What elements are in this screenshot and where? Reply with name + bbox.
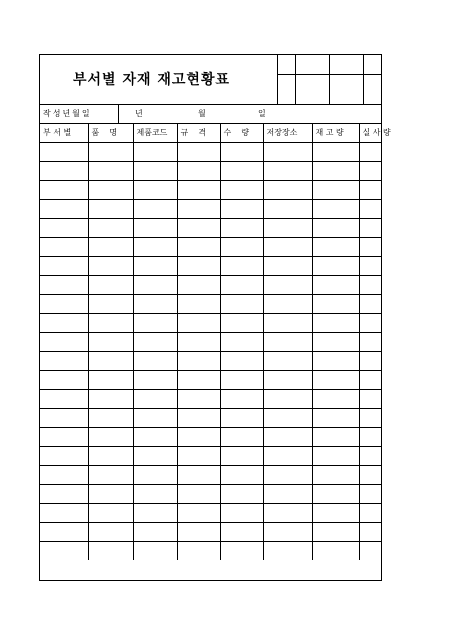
table-cell[interactable] bbox=[263, 408, 312, 427]
table-row bbox=[40, 294, 381, 313]
table-cell[interactable] bbox=[177, 389, 220, 408]
header-row bbox=[40, 124, 381, 142]
table-cell[interactable] bbox=[40, 427, 88, 446]
table-cell[interactable] bbox=[177, 427, 220, 446]
table-cell[interactable] bbox=[359, 427, 381, 446]
table-cell[interactable] bbox=[133, 446, 177, 465]
header-spec: 규 격 bbox=[177, 124, 220, 142]
table-cell[interactable] bbox=[220, 351, 263, 370]
approval-cell[interactable] bbox=[364, 75, 381, 105]
table-cell[interactable] bbox=[312, 465, 359, 484]
approval-cell[interactable] bbox=[278, 75, 295, 105]
table-cell[interactable] bbox=[88, 275, 133, 294]
table-row bbox=[40, 503, 381, 522]
table-cell[interactable] bbox=[40, 484, 88, 503]
table-cell[interactable] bbox=[220, 370, 263, 389]
table-cell[interactable] bbox=[263, 199, 312, 218]
table-cell[interactable] bbox=[359, 332, 381, 351]
table-cell[interactable] bbox=[40, 446, 88, 465]
header-product-code: 제품코드 bbox=[133, 124, 177, 142]
table-cell[interactable] bbox=[263, 503, 312, 522]
table-cell[interactable] bbox=[133, 237, 177, 256]
table-cell[interactable] bbox=[312, 503, 359, 522]
table-cell[interactable] bbox=[312, 180, 359, 199]
table-row bbox=[40, 313, 381, 332]
table-cell[interactable] bbox=[40, 142, 88, 161]
table-row bbox=[40, 427, 381, 446]
table-cell[interactable] bbox=[359, 446, 381, 465]
header-actual-quantity: 실 사 량 bbox=[359, 124, 381, 142]
table-cell[interactable] bbox=[133, 370, 177, 389]
table-cell[interactable] bbox=[88, 237, 133, 256]
table-cell[interactable] bbox=[263, 332, 312, 351]
table-cell[interactable] bbox=[263, 313, 312, 332]
table-row bbox=[40, 389, 381, 408]
table-cell[interactable] bbox=[177, 370, 220, 389]
table-cell[interactable] bbox=[359, 275, 381, 294]
table-cell[interactable] bbox=[220, 389, 263, 408]
table-row bbox=[40, 541, 381, 560]
table-cell[interactable] bbox=[263, 484, 312, 503]
approval-cell[interactable] bbox=[278, 55, 295, 75]
table-cell[interactable] bbox=[359, 237, 381, 256]
table-cell[interactable] bbox=[177, 199, 220, 218]
table-cell[interactable] bbox=[220, 408, 263, 427]
table-cell[interactable] bbox=[177, 446, 220, 465]
table-cell[interactable] bbox=[359, 484, 381, 503]
table-cell[interactable] bbox=[263, 465, 312, 484]
table-cell[interactable] bbox=[133, 142, 177, 161]
table-cell[interactable] bbox=[312, 218, 359, 237]
table-cell[interactable] bbox=[177, 294, 220, 313]
table-cell[interactable] bbox=[88, 522, 133, 541]
table-cell[interactable] bbox=[133, 389, 177, 408]
table-cell[interactable] bbox=[263, 446, 312, 465]
table-cell[interactable] bbox=[359, 161, 381, 180]
table-cell[interactable] bbox=[359, 199, 381, 218]
table-row bbox=[40, 142, 381, 161]
table-cell[interactable] bbox=[88, 370, 133, 389]
table-cell[interactable] bbox=[312, 370, 359, 389]
table-cell[interactable] bbox=[220, 427, 263, 446]
table-cell[interactable] bbox=[133, 313, 177, 332]
table-cell[interactable] bbox=[133, 180, 177, 199]
table-row bbox=[40, 237, 381, 256]
table-cell[interactable] bbox=[263, 142, 312, 161]
table-cell[interactable] bbox=[88, 332, 133, 351]
table-cell[interactable] bbox=[312, 237, 359, 256]
inventory-table bbox=[40, 124, 391, 560]
table-cell[interactable] bbox=[88, 465, 133, 484]
table-cell[interactable] bbox=[88, 408, 133, 427]
table-cell[interactable] bbox=[88, 427, 133, 446]
table-cell[interactable] bbox=[359, 503, 381, 522]
table-cell[interactable] bbox=[40, 313, 88, 332]
table-cell[interactable] bbox=[359, 389, 381, 408]
table-cell[interactable] bbox=[312, 294, 359, 313]
table-row bbox=[40, 465, 381, 484]
table-cell[interactable] bbox=[263, 256, 312, 275]
table-cell[interactable] bbox=[359, 256, 381, 275]
table-cell[interactable] bbox=[133, 161, 177, 180]
table-cell[interactable] bbox=[263, 237, 312, 256]
table-cell[interactable] bbox=[359, 294, 381, 313]
table-cell[interactable] bbox=[133, 465, 177, 484]
table-cell[interactable] bbox=[40, 351, 88, 370]
approval-cell[interactable] bbox=[295, 75, 329, 105]
approval-cell[interactable] bbox=[364, 55, 381, 75]
table-cell[interactable] bbox=[220, 180, 263, 199]
table-cell[interactable] bbox=[220, 275, 263, 294]
table-cell[interactable] bbox=[177, 351, 220, 370]
table-cell[interactable] bbox=[177, 484, 220, 503]
table-cell[interactable] bbox=[177, 161, 220, 180]
table-cell[interactable] bbox=[220, 256, 263, 275]
approval-cell[interactable] bbox=[329, 55, 363, 75]
table-cell[interactable] bbox=[312, 484, 359, 503]
table-cell[interactable] bbox=[177, 332, 220, 351]
table-cell[interactable] bbox=[312, 275, 359, 294]
table-cell[interactable] bbox=[263, 427, 312, 446]
table-cell[interactable] bbox=[88, 389, 133, 408]
table-cell[interactable] bbox=[177, 313, 220, 332]
table-cell[interactable] bbox=[88, 161, 133, 180]
table-cell[interactable] bbox=[88, 218, 133, 237]
table-cell[interactable] bbox=[312, 199, 359, 218]
table-cell[interactable] bbox=[220, 522, 263, 541]
table-cell[interactable] bbox=[263, 389, 312, 408]
table-cell[interactable] bbox=[133, 351, 177, 370]
header-quantity: 수 량 bbox=[220, 124, 263, 142]
table-cell[interactable] bbox=[88, 256, 133, 275]
table-cell[interactable] bbox=[177, 142, 220, 161]
table-cell[interactable] bbox=[220, 541, 263, 560]
table-cell[interactable] bbox=[40, 294, 88, 313]
table-cell[interactable] bbox=[263, 351, 312, 370]
document-title: 부서별 자재 재고현황표 bbox=[73, 71, 230, 88]
table-row bbox=[40, 522, 381, 541]
date-label: 작성년월일 bbox=[40, 105, 119, 123]
table-cell[interactable] bbox=[177, 256, 220, 275]
year-label: 년 bbox=[135, 109, 143, 118]
header-stock-quantity: 재 고 량 bbox=[312, 124, 359, 142]
table-row bbox=[40, 332, 381, 351]
table-cell[interactable] bbox=[263, 541, 312, 560]
table-cell[interactable] bbox=[177, 180, 220, 199]
table-row bbox=[40, 446, 381, 465]
table-cell[interactable] bbox=[263, 161, 312, 180]
table-cell[interactable] bbox=[40, 332, 88, 351]
table-cell[interactable] bbox=[312, 351, 359, 370]
table-cell[interactable] bbox=[220, 503, 263, 522]
table-cell[interactable] bbox=[312, 256, 359, 275]
table-cell[interactable] bbox=[88, 351, 133, 370]
table-cell[interactable] bbox=[88, 142, 133, 161]
table-row bbox=[40, 256, 381, 275]
table-cell[interactable] bbox=[220, 161, 263, 180]
table-cell[interactable] bbox=[133, 332, 177, 351]
table-cell[interactable] bbox=[177, 237, 220, 256]
approval-cell[interactable] bbox=[295, 55, 329, 75]
inventory-form bbox=[39, 54, 391, 581]
table-cell[interactable] bbox=[359, 465, 381, 484]
table-cell[interactable] bbox=[40, 218, 88, 237]
table-cell[interactable] bbox=[312, 142, 359, 161]
table-cell[interactable] bbox=[40, 256, 88, 275]
table-cell[interactable] bbox=[359, 522, 381, 541]
table-row bbox=[40, 408, 381, 427]
table-cell[interactable] bbox=[88, 199, 133, 218]
header-storage-location: 저장장소 bbox=[263, 124, 312, 142]
table-cell[interactable] bbox=[220, 313, 263, 332]
table-cell[interactable] bbox=[88, 503, 133, 522]
approval-cell[interactable] bbox=[329, 75, 363, 105]
table-cell[interactable] bbox=[312, 389, 359, 408]
table-cell[interactable] bbox=[133, 199, 177, 218]
table-cell[interactable] bbox=[220, 237, 263, 256]
table-cell[interactable] bbox=[220, 218, 263, 237]
table-cell[interactable] bbox=[220, 142, 263, 161]
table-cell[interactable] bbox=[263, 294, 312, 313]
table-cell[interactable] bbox=[312, 161, 359, 180]
table-cell[interactable] bbox=[177, 218, 220, 237]
table-cell[interactable] bbox=[133, 541, 177, 560]
table-cell[interactable] bbox=[133, 256, 177, 275]
table-cell[interactable] bbox=[133, 503, 177, 522]
table-row bbox=[40, 199, 381, 218]
table-row bbox=[40, 161, 381, 180]
table-cell[interactable] bbox=[177, 503, 220, 522]
table-cell[interactable] bbox=[40, 199, 88, 218]
table-cell[interactable] bbox=[40, 237, 88, 256]
table-cell[interactable] bbox=[133, 408, 177, 427]
table-cell[interactable] bbox=[359, 351, 381, 370]
table-cell[interactable] bbox=[40, 541, 88, 560]
table-cell[interactable] bbox=[133, 484, 177, 503]
approval-box bbox=[278, 55, 381, 104]
table-cell[interactable] bbox=[40, 180, 88, 199]
table-row bbox=[40, 484, 381, 503]
table-cell[interactable] bbox=[40, 275, 88, 294]
table-cell[interactable] bbox=[220, 199, 263, 218]
table-row bbox=[40, 180, 381, 199]
table-cell[interactable] bbox=[220, 294, 263, 313]
table-row bbox=[40, 370, 381, 389]
table-cell[interactable] bbox=[133, 294, 177, 313]
table-cell[interactable] bbox=[220, 484, 263, 503]
table-cell[interactable] bbox=[177, 465, 220, 484]
table-row bbox=[40, 351, 381, 370]
table-cell[interactable] bbox=[40, 370, 88, 389]
table-cell[interactable] bbox=[312, 446, 359, 465]
table-cell[interactable] bbox=[312, 408, 359, 427]
table-cell[interactable] bbox=[88, 180, 133, 199]
table-cell[interactable] bbox=[312, 522, 359, 541]
table-cell[interactable] bbox=[133, 522, 177, 541]
table-cell[interactable] bbox=[359, 541, 381, 560]
table-cell[interactable] bbox=[40, 389, 88, 408]
table-cell[interactable] bbox=[177, 541, 220, 560]
table-cell[interactable] bbox=[40, 408, 88, 427]
table-cell[interactable] bbox=[263, 370, 312, 389]
table-cell[interactable] bbox=[359, 408, 381, 427]
day-label: 일 bbox=[258, 109, 266, 118]
table-cell[interactable] bbox=[88, 294, 133, 313]
header-item-name: 품 명 bbox=[88, 124, 133, 142]
table-cell[interactable] bbox=[88, 484, 133, 503]
table-cell[interactable] bbox=[40, 503, 88, 522]
date-row bbox=[40, 104, 381, 124]
table-cell[interactable] bbox=[177, 408, 220, 427]
table-cell[interactable] bbox=[177, 522, 220, 541]
table-cell[interactable] bbox=[312, 541, 359, 560]
table-cell[interactable] bbox=[263, 275, 312, 294]
table-cell[interactable] bbox=[263, 522, 312, 541]
table-cell[interactable] bbox=[263, 180, 312, 199]
month-label: 월 bbox=[198, 109, 206, 118]
table-cell[interactable] bbox=[40, 465, 88, 484]
table-cell[interactable] bbox=[88, 541, 133, 560]
table-cell[interactable] bbox=[359, 370, 381, 389]
table-cell[interactable] bbox=[220, 446, 263, 465]
title-block bbox=[40, 55, 278, 104]
table-cell[interactable] bbox=[220, 332, 263, 351]
table-cell[interactable] bbox=[133, 275, 177, 294]
table-cell[interactable] bbox=[312, 427, 359, 446]
table-cell[interactable] bbox=[177, 275, 220, 294]
table-cell[interactable] bbox=[88, 313, 133, 332]
table-cell[interactable] bbox=[359, 180, 381, 199]
table-cell[interactable] bbox=[88, 446, 133, 465]
table-row bbox=[40, 275, 381, 294]
table-cell[interactable] bbox=[359, 142, 381, 161]
table-cell[interactable] bbox=[312, 313, 359, 332]
table-cell[interactable] bbox=[40, 161, 88, 180]
table-cell[interactable] bbox=[220, 465, 263, 484]
header-department: 부 서 별 bbox=[43, 128, 72, 138]
table-cell[interactable] bbox=[40, 522, 88, 541]
table-body bbox=[40, 142, 381, 560]
table-cell[interactable] bbox=[133, 218, 177, 237]
table-row bbox=[40, 218, 381, 237]
table-cell[interactable] bbox=[359, 313, 381, 332]
table-cell[interactable] bbox=[133, 427, 177, 446]
table-cell[interactable] bbox=[312, 332, 359, 351]
table-cell[interactable] bbox=[359, 218, 381, 237]
table-cell[interactable] bbox=[263, 218, 312, 237]
